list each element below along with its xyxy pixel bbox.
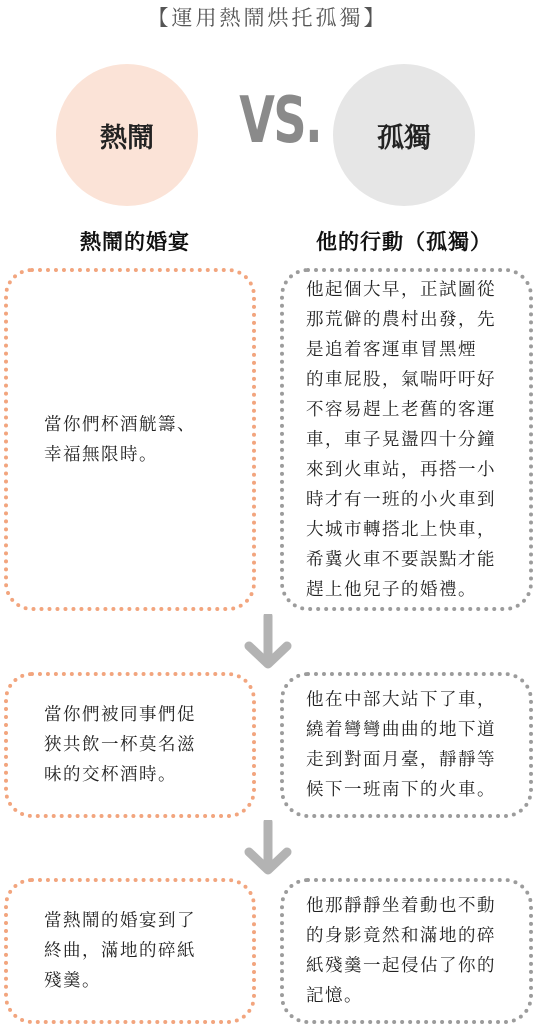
action-text-2: 他在中部大站下了車， 繞着彎彎曲曲的地下道 走到對面月臺，靜靜等 候下一班南下的火車。 [306, 690, 496, 800]
wedding-text-2: 當你們被同事們促 狹共飲一杯莫名滋 味的交杯酒時。 [44, 705, 196, 785]
action-text-1: 他起個大早，正試圖從 那荒僻的農村出發，先 是追着客運車冒黑煙 的車屁股，氣喘吁吁好 不容易趕上老舊的客運 車，車子晃盪四十分鐘 來到火車站，再搭一小 時才有一班的小火車到 大城市轉搭北上快車， 希冀火車不要誤點才能 趕上他兒子的婚禮。 [306, 279, 496, 600]
lonely-circle-label: 孤獨 [377, 122, 431, 154]
action-text-3: 他那靜靜坐着動也不動 的身影竟然和滿地的碎 紙殘羹一起侵佔了你的 記憶。 [306, 896, 496, 1006]
page-title: 【運用熱鬧烘托孤獨】 [147, 6, 388, 30]
down-arrow-icon-2 [243, 820, 293, 878]
down-arrow-icon-1 [243, 614, 293, 672]
lonely-circle [333, 64, 475, 206]
wedding-text-3: 當熱鬧的婚宴到了 終曲，滿地的碎紙 殘羹。 [44, 911, 196, 991]
wedding-box-3 [4, 878, 256, 1024]
wedding-box-2 [4, 672, 256, 818]
wedding-text-1: 當你們杯酒觥籌、 幸福無限時。 [44, 414, 196, 465]
lively-circle [56, 64, 198, 206]
action-box-1 [280, 268, 533, 611]
wedding-box-1 [4, 268, 256, 611]
action-box-3 [280, 878, 533, 1024]
left-column-heading: 熱鬧的婚宴 [80, 229, 190, 254]
versus-label: VS. [239, 84, 322, 158]
right-column-heading: 他的行動（孤獨） [316, 229, 492, 254]
action-box-2 [280, 672, 533, 818]
lively-circle-label: 熱鬧 [100, 122, 154, 154]
